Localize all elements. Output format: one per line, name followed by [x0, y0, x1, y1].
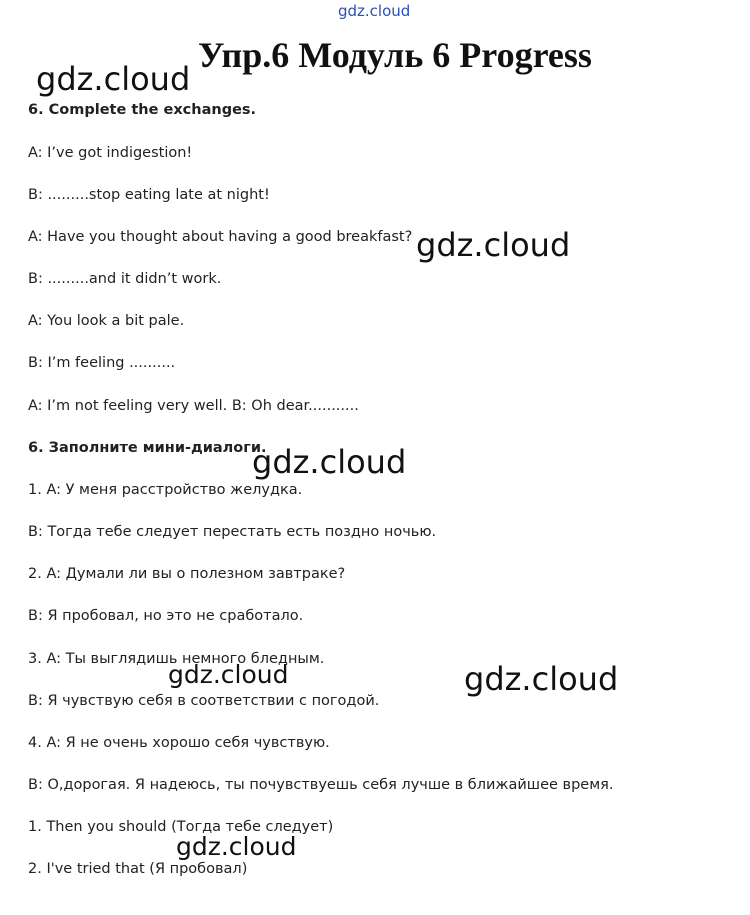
watermark-top: gdz.cloud: [338, 2, 411, 20]
exercise-heading-ru: 6. Заполните мини-диалоги.: [28, 440, 267, 456]
translation-line: 4. A: Я не очень хорошо себя чувствую.: [28, 735, 330, 751]
watermark: gdz.cloud: [168, 660, 289, 689]
translation-line: B: О,дорогая. Я надеюсь, ты почувствуешь себя лучше в ближайшее время.: [28, 777, 614, 793]
exercise-heading-en: 6. Complete the exchanges.: [28, 102, 257, 118]
answer-line: 2. I've tried that (Я пробовал): [28, 861, 248, 877]
watermark: gdz.cloud: [36, 60, 191, 98]
translation-line: B: Я чувствую себя в соответствии с погодой.: [28, 693, 380, 709]
translation-line: B: Тогда тебе следует перестать есть поздно ночью.: [28, 524, 437, 540]
dialogue-line: A: You look a bit pale.: [28, 313, 185, 329]
watermark: gdz.cloud: [252, 443, 407, 481]
dialogue-line: B: .........stop eating late at night!: [28, 187, 270, 203]
dialogue-line: A: I’ve got indigestion!: [28, 145, 193, 161]
dialogue-line: B: .........and it didn’t work.: [28, 271, 222, 287]
watermark: gdz.cloud: [176, 832, 297, 861]
dialogue-line: A: Have you thought about having a good breakfast?: [28, 229, 413, 245]
translation-line: 2. A: Думали ли вы о полезном завтраке?: [28, 566, 346, 582]
dialogue-line: A: I’m not feeling very well. B: Oh dear...........: [28, 398, 359, 414]
translation-line: 1. A: У меня расстройство желудка.: [28, 482, 303, 498]
translation-line: B: Я пробовал, но это не сработало.: [28, 608, 304, 624]
watermark: gdz.cloud: [416, 226, 571, 264]
watermark: gdz.cloud: [464, 660, 619, 698]
dialogue-line: B: I’m feeling ..........: [28, 355, 176, 371]
answer-line: 1. Then you should (Тогда тебе следует): [28, 819, 334, 835]
page-title: Упр.6 Модуль 6 Progress: [198, 35, 592, 75]
translation-line: 3. A: Ты выглядишь немного бледным.: [28, 651, 325, 667]
